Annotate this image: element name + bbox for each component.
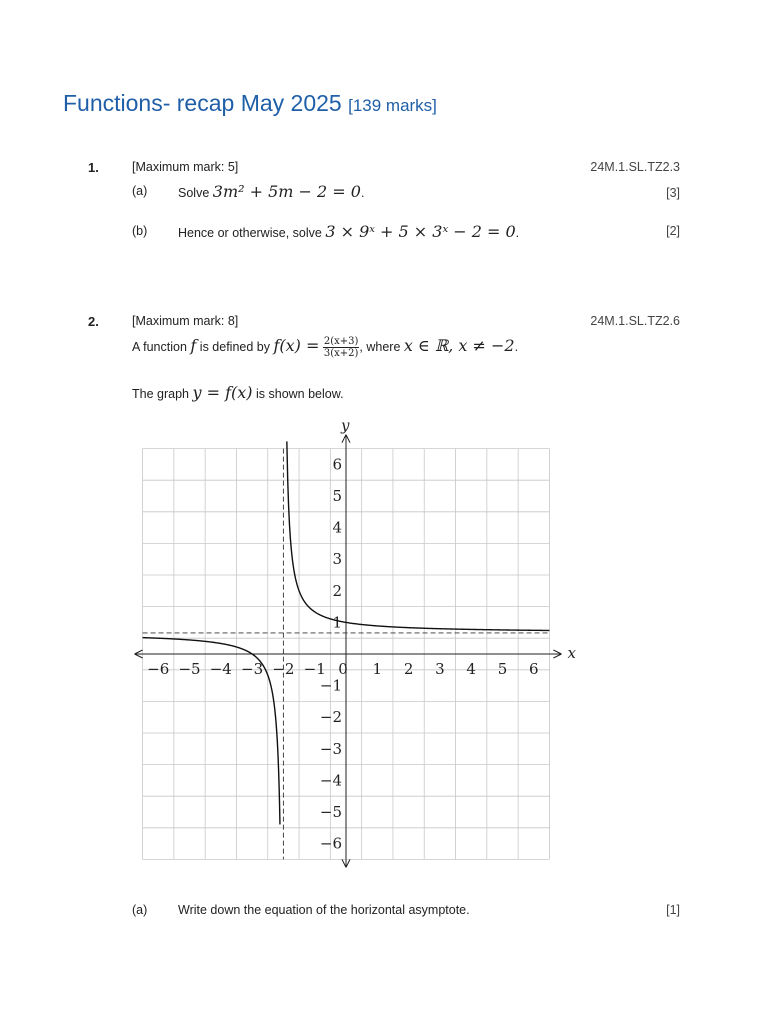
y-tick-label: 2 bbox=[332, 581, 342, 600]
y-axis-label: y bbox=[341, 416, 350, 435]
part-marks: [1] bbox=[666, 903, 680, 917]
y-tick-label: −1 bbox=[319, 676, 342, 695]
x-tick-label: 6 bbox=[529, 660, 539, 678]
part-label: (a) bbox=[132, 184, 148, 198]
curve-right-branch bbox=[287, 441, 550, 630]
graph-intro-text-2: is shown below. bbox=[256, 387, 344, 401]
part-marks: [3] bbox=[666, 186, 680, 200]
x-tick-label: 5 bbox=[497, 660, 508, 678]
fraction-denominator: 3(x+2) bbox=[323, 348, 359, 360]
intro-end: . bbox=[514, 340, 519, 354]
x-tick-label: −6 bbox=[147, 660, 170, 678]
function-lhs: f(x) = bbox=[273, 336, 320, 355]
part-text: Write down the equation of the horizontal asymptote. bbox=[178, 903, 470, 917]
function-name: f bbox=[190, 336, 197, 355]
x-tick-label: −4 bbox=[209, 660, 232, 678]
function-domain: x ∈ ℝ, x ≠ −2 bbox=[403, 336, 515, 355]
total-marks: [139 marks] bbox=[348, 96, 437, 115]
y-tick-label: −6 bbox=[319, 834, 342, 853]
x-tick-label: 0 bbox=[338, 660, 348, 678]
x-tick-label: −1 bbox=[303, 660, 326, 678]
part-end: . bbox=[515, 226, 520, 240]
graph-equation: y = f(x) bbox=[192, 383, 253, 402]
axes bbox=[135, 435, 562, 868]
intro-text-2: is defined by bbox=[199, 340, 270, 354]
part-label: (b) bbox=[132, 224, 148, 238]
x-tick-label: 3 bbox=[435, 660, 445, 678]
y-tick-label: −3 bbox=[319, 739, 342, 758]
question-number: 1. bbox=[88, 160, 99, 175]
question-reference: 24M.1.SL.TZ2.3 bbox=[590, 160, 680, 174]
title-text: Functions- recap May 2025 bbox=[63, 90, 342, 116]
max-mark: [Maximum mark: 5] bbox=[132, 160, 239, 174]
y-tick-label: −4 bbox=[319, 771, 342, 790]
equation: 3m² + 5m − 2 = 0 bbox=[212, 182, 361, 201]
max-mark: [Maximum mark: 8] bbox=[132, 314, 239, 328]
part-marks: [2] bbox=[666, 224, 680, 238]
part-label: (a) bbox=[132, 903, 148, 917]
y-tick-label: 3 bbox=[332, 550, 342, 569]
question-number: 2. bbox=[88, 314, 99, 329]
graph-intro-text-1: The graph bbox=[132, 387, 189, 401]
y-tick-label: 5 bbox=[332, 487, 342, 505]
y-tick-label: 4 bbox=[332, 518, 342, 537]
question-reference: 24M.1.SL.TZ2.6 bbox=[590, 314, 680, 328]
y-tick-label: 1 bbox=[332, 613, 342, 632]
x-tick-label: 2 bbox=[403, 660, 414, 678]
intro-text-1: A function bbox=[132, 340, 187, 354]
x-tick-label: −5 bbox=[178, 660, 201, 678]
x-tick-label: 4 bbox=[466, 660, 476, 678]
part-text: Solve bbox=[178, 186, 210, 200]
fraction-numerator: 2(x+3) bbox=[323, 336, 359, 348]
x-tick-label: −2 bbox=[272, 660, 295, 678]
part-text: Hence or otherwise, solve bbox=[178, 226, 322, 240]
x-tick-label: −3 bbox=[241, 660, 264, 678]
x-axis-label: x bbox=[567, 644, 576, 662]
x-tick-label: 1 bbox=[372, 660, 383, 678]
intro-text-3: , where bbox=[359, 340, 401, 354]
part-end: . bbox=[360, 186, 365, 200]
y-tick-label: −2 bbox=[319, 708, 342, 727]
y-tick-label: 6 bbox=[332, 455, 342, 474]
y-tick-label: −5 bbox=[319, 803, 342, 821]
equation: 3 × 9ˣ + 5 × 3ˣ − 2 = 0 bbox=[325, 222, 516, 241]
